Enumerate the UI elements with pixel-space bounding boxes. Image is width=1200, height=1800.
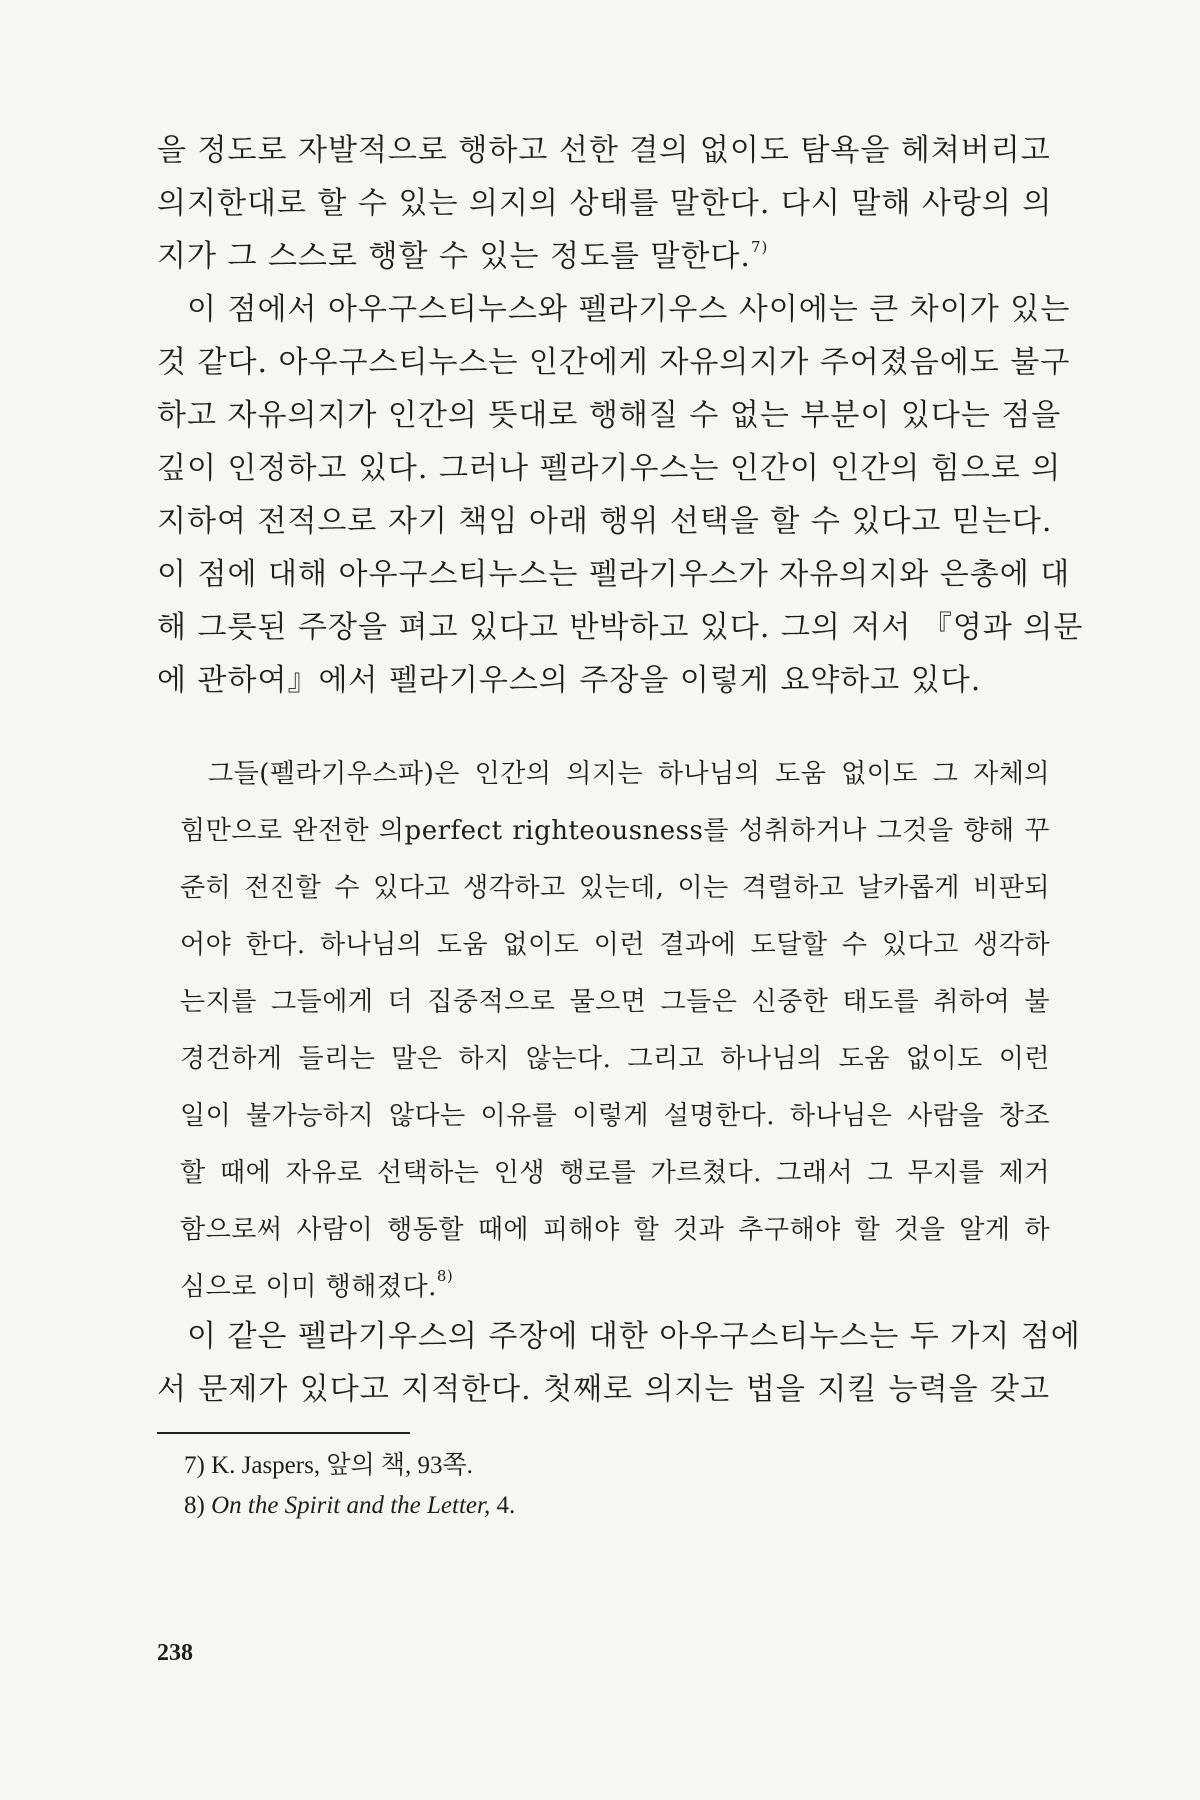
body-paragraph-3 [157, 1310, 1081, 1416]
quote-line: 그들(펠라기우스파)은 인간의 의지는 하나님의 도움 없이도 그 자체의 [208, 759, 1050, 789]
footnote-text: K. Jaspers, 앞의 책, 93쪽. [211, 1452, 473, 1479]
block-quote [180, 746, 1050, 1316]
quote-line: 준히 전진할 수 있다고 생각하고 있는데, 이는 격렬하고 날카롭게 비판되 [180, 873, 1050, 903]
body-line: 에 관하여』에서 펠라기우스의 주장을 이렇게 요약하고 있다. [157, 663, 982, 698]
quote-line: 함으로써 사람이 행동할 때에 피해야 할 것과 추구해야 할 것을 알게 하 [180, 1215, 1050, 1245]
footnote-text: 4. [490, 1492, 516, 1519]
quote-line: 일이 불가능하지 않다는 이유를 이렇게 설명한다. 하나님은 사람을 창조 [180, 1101, 1050, 1131]
footnote-divider [157, 1432, 410, 1434]
quote-line: 경건하게 들리는 말은 하지 않는다. 그리고 하나님의 도움 없이도 이런 [180, 1044, 1050, 1074]
body-line: 의지한대로 할 수 있는 의지의 상태를 말한다. 다시 말해 사랑의 의 [157, 186, 1053, 221]
body-paragraph-2 [157, 283, 1084, 707]
body-line: 깊이 인정하고 있다. 그러나 펠라기우스는 인간이 인간의 힘으로 의 [157, 451, 1062, 486]
quote-line: 할 때에 자유로 선택하는 인생 행로를 가르쳤다. 그래서 그 무지를 제거 [180, 1158, 1050, 1188]
body-line: 이 점에서 아우구스티누스와 펠라기우스 사이에는 큰 차이가 있는 [187, 292, 1071, 327]
quote-line: 어야 한다. 하나님의 도움 없이도 이런 결과에 도달할 수 있다고 생각하 [180, 930, 1050, 960]
footnote-number: 8) [184, 1492, 205, 1519]
quote-line-text: 심으로 이미 행해졌다. [180, 1272, 437, 1302]
footnote-7 [184, 1446, 984, 1486]
body-paragraph-1 [157, 124, 1053, 283]
body-line: 을 정도로 자발적으로 행하고 선한 결의 없이도 탐욕을 헤쳐버리고 [157, 133, 1051, 168]
body-line: 서 문제가 있다고 지적한다. 첫째로 의지는 법을 지킬 능력을 갖고 [157, 1372, 1050, 1407]
footnote-number: 7) [184, 1452, 205, 1479]
footnote-work-title: On the Spirit and the Letter, [211, 1492, 491, 1519]
body-line: 지하여 전적으로 자기 책임 아래 행위 선택을 할 수 있다고 믿는다. [157, 504, 1053, 539]
body-line: 하고 자유의지가 인간의 뜻대로 행해질 수 없는 부분이 있다는 점을 [157, 398, 1062, 433]
body-line: 해 그릇된 주장을 펴고 있다고 반박하고 있다. 그의 저서 『영과 의문 [157, 610, 1084, 645]
quote-line [180, 1259, 1050, 1316]
body-line: 것 같다. 아우구스티누스는 인간에게 자유의지가 주어졌음에도 불구 [157, 345, 1071, 380]
footnote-8 [184, 1486, 984, 1526]
body-line: 이 같은 펠라기우스의 주장에 대한 아우구스티누스는 두 가지 점에 [187, 1319, 1081, 1354]
quote-line: 힘만으로 완전한 의perfect righteousness를 성취하거나 그것을 향해 꾸 [180, 816, 1050, 846]
body-line: 이 점에 대해 아우구스티누스는 펠라기우스가 자유의지와 은총에 대 [157, 557, 1071, 592]
footnotes [184, 1446, 984, 1526]
footnote-ref-8: 8) [436, 1267, 454, 1285]
quote-line: 는지를 그들에게 더 집중적으로 물으면 그들은 신중한 태도를 취하여 불 [180, 987, 1050, 1017]
footnote-ref-7: 7) [750, 238, 769, 256]
body-line-text: 지가 그 스스로 행할 수 있는 정도를 말한다. [157, 239, 751, 274]
page-number: 238 [157, 1640, 193, 1666]
body-line [157, 230, 1050, 283]
